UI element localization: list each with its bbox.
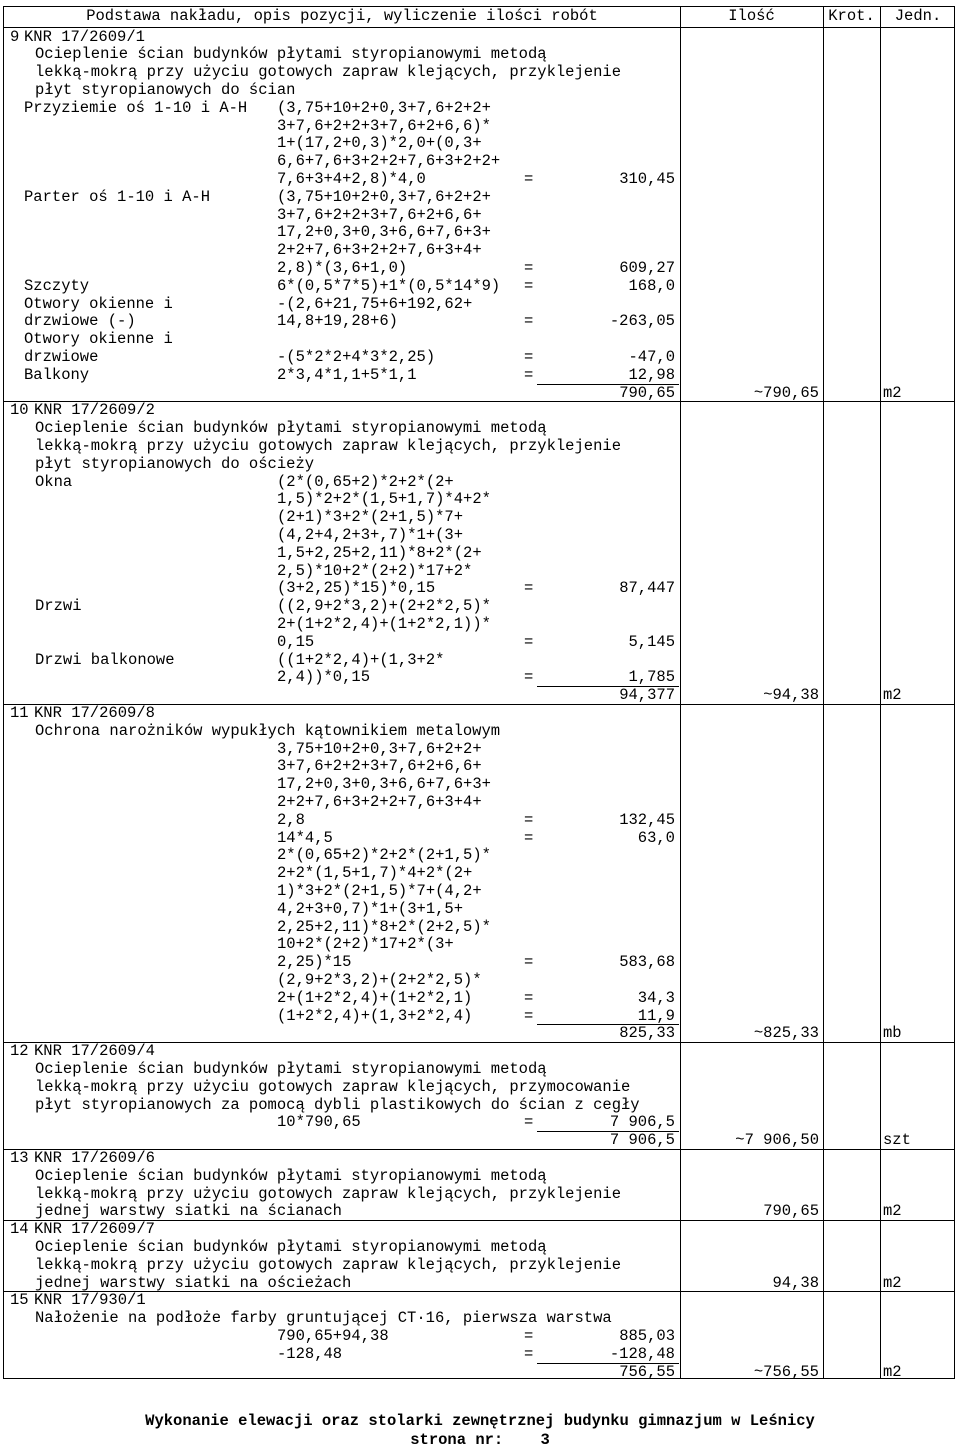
calc-expression: 2,4))*0,15 <box>277 668 371 687</box>
position-unit: m2 <box>883 686 902 705</box>
position-total: 94,38 <box>772 1273 819 1292</box>
calc-expression: 2+(1+2*2,4)+(1+2*2,1))* <box>277 614 491 633</box>
calc-value: 11,9 <box>637 1006 675 1025</box>
calc-equals: = <box>524 347 534 366</box>
calc-expression: 2*3,4*1,1+5*1,1 <box>277 365 417 384</box>
calc-equals: = <box>524 953 534 972</box>
position-unit: m2 <box>883 1202 902 1221</box>
position-code: KNR 17/2609/4 <box>34 1042 155 1061</box>
calc-equals: = <box>524 579 534 598</box>
position-description-line: lekką-mokrą przy użyciu gotowych zapraw klejących, przyklejenie <box>35 436 621 455</box>
calc-equals: = <box>524 632 534 651</box>
calc-expression: 3+7,6+2+2+3+7,6+2+6,6+ <box>277 757 482 776</box>
calc-value: 5,145 <box>628 632 675 651</box>
position-description-line: Nałożenie na podłoże farby gruntującej CT·16, pierwsza warstwa <box>35 1309 612 1328</box>
calc-expression: (2+1)*3+2*(2+1,5)*7+ <box>277 508 464 527</box>
calc-value: 7 906,5 <box>609 1113 675 1132</box>
position-sum: 756,55 <box>619 1362 675 1381</box>
position-unit: mb <box>883 1024 902 1043</box>
position-unit: szt <box>883 1131 911 1150</box>
calc-expression: (1+2*2,4)+(1,3+2*2,4) <box>277 1006 473 1025</box>
calc-equals: = <box>524 988 534 1007</box>
position-total: ~825,33 <box>753 1024 819 1043</box>
position-description-line: Ochrona narożników wypukłych kątownikiem metalowym <box>35 721 501 740</box>
calc-equals: = <box>524 1113 534 1132</box>
calc-equals: = <box>524 169 534 188</box>
calc-value: 1,785 <box>628 668 675 687</box>
calc-value: 63,0 <box>637 828 675 847</box>
header-quantity: Ilość <box>728 7 775 25</box>
position-description-line: płyt styropianowych za pomocą dybli plastikowych do ścian z cegły <box>35 1095 640 1114</box>
position-total: ~94,38 <box>763 686 819 705</box>
position-sum: 94,377 <box>619 686 675 705</box>
position-total: ~756,55 <box>753 1362 819 1381</box>
position-sum: 7 906,5 <box>609 1131 675 1150</box>
position-description-line: lekką-mokrą przy użyciu gotowych zapraw klejących, przyklejenie <box>35 63 621 82</box>
calc-label: Drzwi balkonowe <box>35 650 175 669</box>
footer-page-number: 3 <box>540 1431 550 1449</box>
calc-label: Parter oś 1-10 i A-H <box>24 187 211 206</box>
position-unit: m2 <box>883 383 902 402</box>
calc-expression: 10+2*(2+2)*17+2*(3+ <box>277 935 454 954</box>
calc-label: Szczyty <box>24 276 90 295</box>
position-description-line: Ocieplenie ścian budynków płytami styropianowymi metodą <box>35 419 547 438</box>
position-unit: m2 <box>883 1362 902 1381</box>
calc-expression: 3+7,6+2+2+3+7,6+2+6,6+ <box>277 205 482 224</box>
calc-expression: 2,25+2,11)*8+2*(2+2,5)* <box>277 917 491 936</box>
position-code: KNR 17/2609/6 <box>34 1148 155 1167</box>
calc-expression: 3+7,6+2+2+3+7,6+2+6,6)* <box>277 116 491 135</box>
calc-expression: 2+(1+2*2,4)+(1+2*2,1) <box>277 988 473 1007</box>
calc-expression: 14*4,5 <box>277 828 333 847</box>
calc-expression: 3,75+10+2+0,3+7,6+2+2+ <box>277 739 482 758</box>
position-description-line: lekką-mokrą przy użyciu gotowych zapraw klejących, przyklejenie <box>35 1184 621 1203</box>
calc-label: drzwiowe <box>24 347 99 366</box>
calc-value: -47,0 <box>628 347 675 366</box>
calc-equals: = <box>524 828 534 847</box>
calc-expression: 6,6+7,6+3+2+2+7,6+3+2+2+ <box>277 152 501 171</box>
calc-expression: 1,5+2,25+2,11)*8+2*(2+ <box>277 543 482 562</box>
calc-expression: 2,25)*15 <box>277 953 352 972</box>
header-krot: Krot. <box>828 7 875 25</box>
calc-expression: 6*(0,5*7*5)+1*(0,5*14*9) <box>277 276 501 295</box>
position-total: ~7 906,50 <box>735 1131 819 1150</box>
calc-equals: = <box>524 1344 534 1363</box>
position-number: 10 <box>10 401 29 420</box>
calc-expression: 10*790,65 <box>277 1113 361 1132</box>
position-total: 790,65 <box>763 1202 819 1221</box>
calc-expression: 1,5)*2+2*(1,5+1,7)*4+2* <box>277 490 491 509</box>
calc-expression: 2+2+7,6+3+2+2+7,6+3+4+ <box>277 241 482 260</box>
header-description: Podstawa nakładu, opis pozycji, wyliczenie ilości robót <box>86 7 598 25</box>
calc-equals: = <box>524 1326 534 1345</box>
calc-expression: ((1+2*2,4)+(1,3+2* <box>277 650 445 669</box>
calc-expression: 790,65+94,38 <box>277 1326 389 1345</box>
position-number: 15 <box>10 1291 29 1310</box>
position-code: KNR 17/2609/7 <box>34 1220 155 1239</box>
calc-expression: 2,8)*(3,6+1,0) <box>277 258 408 277</box>
calc-expression: 14,8+19,28+6) <box>277 312 398 331</box>
calc-expression: -(2,6+21,75+6+192,62+ <box>277 294 473 313</box>
calc-value: 132,45 <box>619 810 675 829</box>
calc-expression: -(5*2*2+4*3*2,25) <box>277 347 436 366</box>
calc-equals: = <box>524 810 534 829</box>
calc-equals: = <box>524 312 534 331</box>
calc-label: drzwiowe (-) <box>24 312 136 331</box>
footer-page-label: strona nr: <box>410 1431 504 1449</box>
calc-label: Przyziemie oś 1-10 i A-H <box>24 98 248 117</box>
calc-value: 885,03 <box>619 1326 675 1345</box>
column-divider-krot <box>880 7 881 1378</box>
position-description-line: jednej warstwy siatki na ościeżach <box>35 1273 352 1292</box>
position-code: KNR 17/930/1 <box>34 1291 146 1310</box>
calc-value: 87,447 <box>619 579 675 598</box>
calc-equals: = <box>524 668 534 687</box>
calc-label: Otwory okienne i <box>24 294 173 313</box>
position-description-line: jednej warstwy siatki na ścianach <box>35 1202 342 1221</box>
position-description-line: Ocieplenie ścian budynków płytami styropianowymi metodą <box>35 1237 547 1256</box>
calc-expression: (3+2,25)*15)*0,15 <box>277 579 436 598</box>
position-description-line: lekką-mokrą przy użyciu gotowych zapraw klejących, przyklejenie <box>35 1255 621 1274</box>
position-description-line: Ocieplenie ścian budynków płytami styropianowymi metodą <box>35 45 547 64</box>
calc-value: 168,0 <box>628 276 675 295</box>
calc-expression: (3,75+10+2+0,3+7,6+2+2+ <box>277 187 491 206</box>
calc-expression: (2*(0,65+2)*2+2*(2+ <box>277 472 454 491</box>
position-description-line: płyt styropianowych do ościeży <box>35 454 315 473</box>
calc-expression: (3,75+10+2+0,3+7,6+2+2+ <box>277 98 491 117</box>
position-unit: m2 <box>883 1273 902 1292</box>
calc-equals: = <box>524 1006 534 1025</box>
calc-value: 583,68 <box>619 953 675 972</box>
position-number: 11 <box>10 703 29 722</box>
calc-value: 310,45 <box>619 169 675 188</box>
position-description-line: lekką-mokrą przy użyciu gotowych zapraw klejących, przymocowanie <box>35 1077 631 1096</box>
position-code: KNR 17/2609/2 <box>34 401 155 420</box>
position-number: 14 <box>10 1220 29 1239</box>
position-number: 12 <box>10 1042 29 1061</box>
calc-expression: -128,48 <box>277 1344 343 1363</box>
calc-value: -128,48 <box>609 1344 675 1363</box>
calc-equals: = <box>524 365 534 384</box>
position-number: 9 <box>10 27 20 46</box>
position-divider <box>4 1291 954 1292</box>
calc-expression: 7,6+3+4+2,8)*4,0 <box>277 169 426 188</box>
calc-expression: 2+2*(1,5+1,7)*4+2*(2+ <box>277 864 473 883</box>
calc-label: Otwory okienne i <box>24 330 173 349</box>
page-footer <box>0 1412 960 1450</box>
column-divider-quantity <box>823 7 824 1378</box>
position-description-line: Ocieplenie ścian budynków płytami styropianowymi metodą <box>35 1059 547 1078</box>
footer-page <box>0 1431 960 1450</box>
position-code: KNR 17/2609/8 <box>34 703 155 722</box>
calc-expression: 17,2+0,3+0,3+6,6+7,6+3+ <box>277 223 491 242</box>
calc-equals: = <box>524 276 534 295</box>
position-code: KNR 17/2609/1 <box>24 27 145 46</box>
calc-expression: 1)*3+2*(2+1,5)*7+(4,2+ <box>277 881 482 900</box>
calc-expression: 4,2+3+0,7)*1+(3+1,5+ <box>277 899 464 918</box>
calc-value: 12,98 <box>628 365 675 384</box>
calc-equals: = <box>524 258 534 277</box>
calc-expression: (2,9+2*3,2)+(2+2*2,5)* <box>277 970 482 989</box>
position-sum: 790,65 <box>619 383 675 402</box>
header-divider <box>4 27 954 28</box>
calc-value: 34,3 <box>637 988 675 1007</box>
calc-label: Okna <box>35 472 73 491</box>
calc-label: Drzwi <box>35 597 82 616</box>
calc-expression: (4,2+4,2+3+,7)*1+(3+ <box>277 525 464 544</box>
calc-expression: 2+2+7,6+3+2+2+7,6+3+4+ <box>277 792 482 811</box>
calc-expression: 2,5)*10+2*(2+2)*17+2* <box>277 561 473 580</box>
position-number: 13 <box>10 1148 29 1167</box>
calc-expression: 2*(0,65+2)*2+2*(2+1,5)* <box>277 846 491 865</box>
position-sum: 825,33 <box>619 1024 675 1043</box>
header-unit: Jedn. <box>894 7 942 25</box>
calc-value: 609,27 <box>619 258 675 277</box>
calc-expression: 1+(17,2+0,3)*2,0+(0,3+ <box>277 134 482 153</box>
calc-expression: 2,8 <box>277 810 305 829</box>
position-total: ~790,65 <box>753 383 819 402</box>
position-description-line: płyt styropianowych do ścian <box>35 80 296 99</box>
calc-expression: 17,2+0,3+0,3+6,6+7,6+3+ <box>277 775 491 794</box>
position-description-line: Ocieplenie ścian budynków płytami styropianowymi metodą <box>35 1166 547 1185</box>
footer-title: Wykonanie elewacji oraz stolarki zewnętrznej budynku gimnazjum w Leśnicy <box>145 1412 815 1430</box>
calc-label: Balkony <box>24 365 90 384</box>
calc-value: -263,05 <box>609 312 675 331</box>
cost-estimate-sheet <box>3 6 955 1379</box>
calc-expression: ((2,9+2*3,2)+(2+2*2,5)* <box>277 597 491 616</box>
calc-expression: 0,15 <box>277 632 315 651</box>
